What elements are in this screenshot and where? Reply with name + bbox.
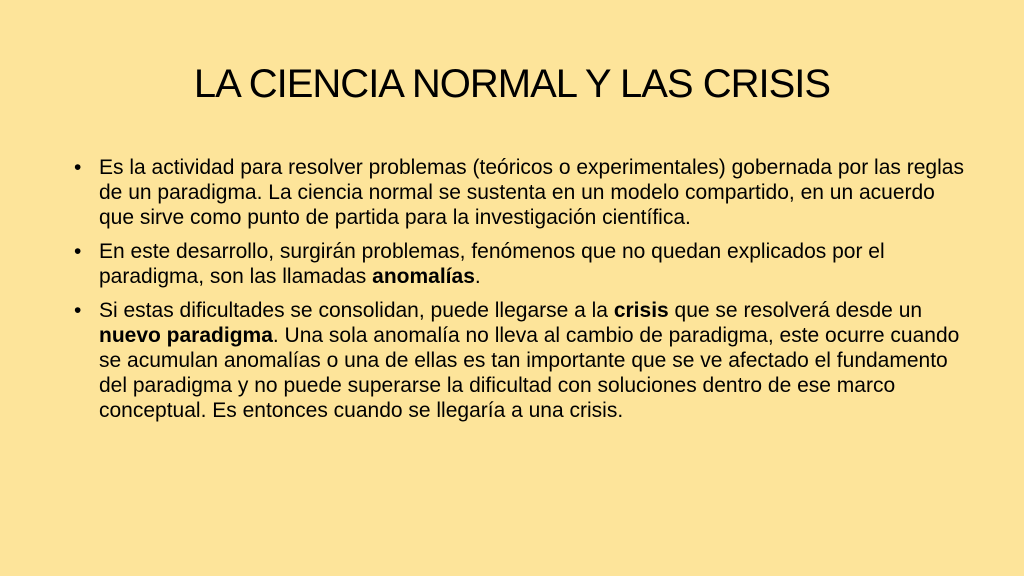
bullet-icon: • — [74, 299, 82, 322]
bullet-item — [74, 155, 964, 230]
bullet-text-segment: Si estas dificultades se consolidan, puede llegarse a la — [99, 299, 614, 322]
bullet-list — [74, 155, 964, 432]
slide-title: LA CIENCIA NORMAL Y LAS CRISIS — [193, 62, 831, 106]
bullet-text — [99, 240, 885, 288]
bullet-text-segment: . Una sola anomalía no lleva al cambio de paradigma, este ocurre cuando se acumulan anomalías o una de ellas es tan importante que se ve afectado el fundamento del paradigma y no puede superarse la dificultad con soluciones dentro de ese marco conceptual. Es entonces cuando se llegaría a una crisis. — [99, 324, 960, 422]
bullet-item — [74, 298, 964, 423]
bullet-icon: • — [74, 240, 82, 263]
bold-term-crisis: crisis — [613, 299, 669, 322]
bullet-item — [74, 239, 964, 289]
bullet-icon: • — [74, 156, 82, 179]
bold-term-anomalias: anomalías — [372, 265, 475, 288]
bullet-text-segment: Es la actividad para resolver problemas (teóricos o experimentales) gobernada por las reglas de un paradigma. La ciencia normal se sustenta en un modelo compartido, en un acuerdo que sirve como punto de partida para la investigación científica. — [99, 156, 964, 229]
bullet-text-segment: . — [474, 265, 481, 288]
bullet-text — [99, 156, 964, 229]
bullet-text — [99, 299, 959, 422]
bullet-text-segment: En este desarrollo, surgirán problemas, fenómenos que no quedan explicados por el paradigma, son las llamadas — [99, 240, 885, 288]
bullet-text-segment: que se resolverá desde un — [668, 299, 923, 322]
bold-term-nuevo-paradigma: nuevo paradigma — [99, 324, 273, 347]
